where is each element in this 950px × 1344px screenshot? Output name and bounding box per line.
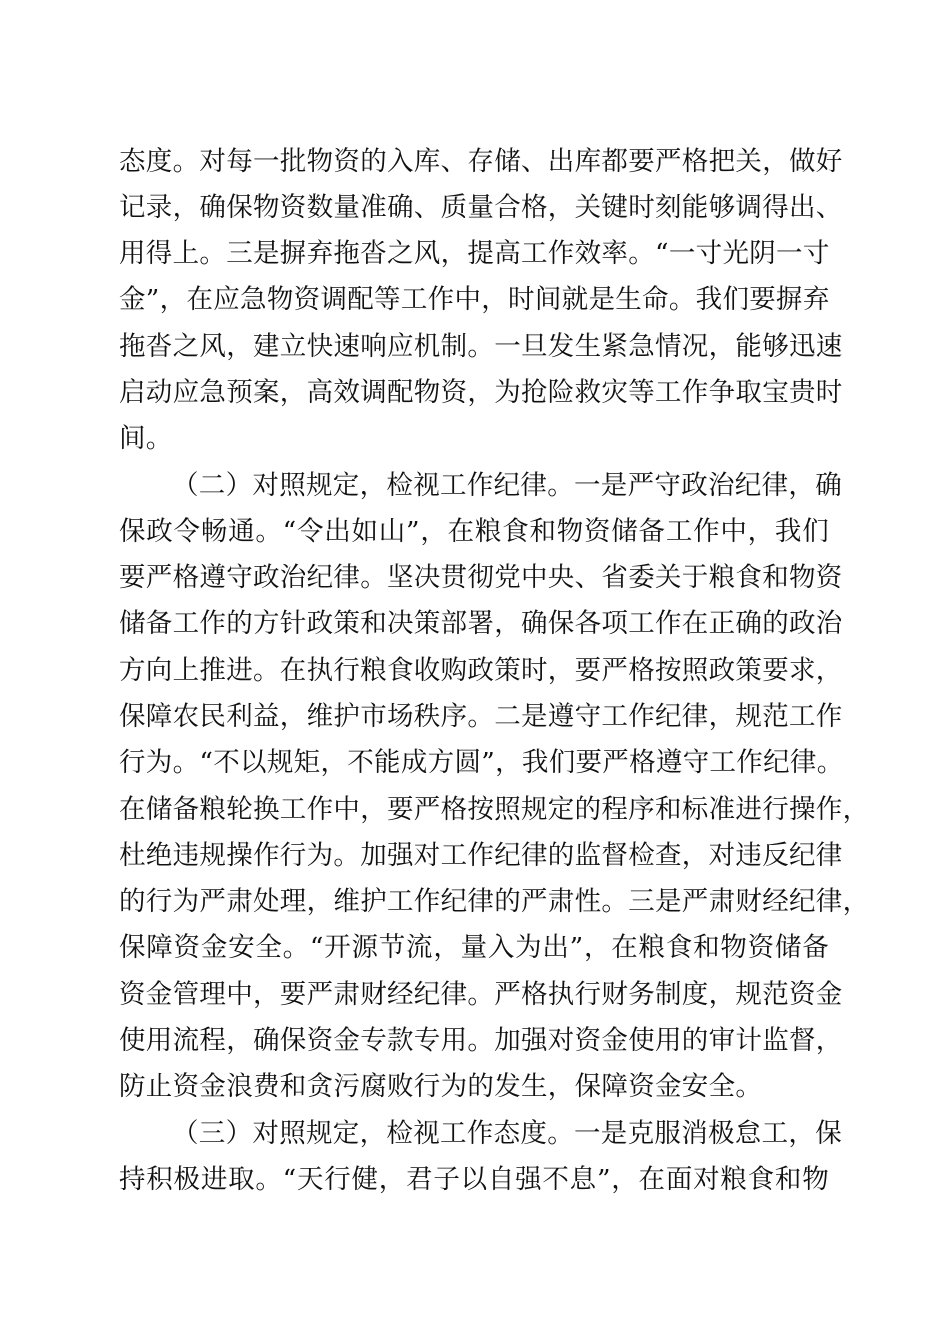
section-heading-line: （三）对照规定，检视工作态度。一是克服消极怠工，保 xyxy=(172,1118,842,1149)
text-line: 使用流程，确保资金专款专用。加强对资金使用的审计监督， xyxy=(119,1025,843,1056)
text-line: 记录，确保物资数量准确、质量合格，关键时刻能够调得出、 xyxy=(119,192,843,223)
text-line: 要严格遵守政治纪律。坚决贯彻党中央、省委关于粮食和物资 xyxy=(119,562,843,593)
text-line: 保政令畅通。“令出如山”，在粮食和物资储备工作中，我们 xyxy=(119,516,829,547)
text-line: 行为。“不以规矩，不能成方圆”，我们要严格遵守工作纪律。 xyxy=(119,747,844,778)
section-heading-line: （二）对照规定，检视工作纪律。一是严守政治纪律，确 xyxy=(172,470,842,501)
text-line: 在储备粮轮换工作中，要严格按照规定的程序和标准进行操作， xyxy=(119,794,870,825)
text-line: 保障农民利益，维护市场秩序。二是遵守工作纪律，规范工作 xyxy=(119,701,843,732)
text-line: 启动应急预案，高效调配物资，为抢险救灾等工作争取宝贵时 xyxy=(119,377,843,408)
text-line: 防止资金浪费和贪污腐败行为的发生，保障资金安全。 xyxy=(119,1071,763,1102)
text-line: 资金管理中，要严肃财经纪律。严格执行财务制度，规范资金 xyxy=(119,979,843,1010)
text-line: 的行为严肃处理，维护工作纪律的严肃性。三是严肃财经纪律， xyxy=(119,886,870,917)
text-line: 杜绝违规操作行为。加强对工作纪律的监督检查，对违反纪律 xyxy=(119,840,843,871)
text-line: 保障资金安全。“开源节流，量入为出”，在粮食和物资储备 xyxy=(119,932,829,963)
text-line: 持积极进取。“天行健，君子以自强不息”，在面对粮食和物 xyxy=(119,1164,829,1195)
text-line: 方向上推进。在执行粮食收购政策时，要严格按照政策要求， xyxy=(119,655,843,686)
text-line: 态度。对每一批物资的入库、存储、出库都要严格把关，做好 xyxy=(119,146,843,177)
text-line: 储备工作的方针政策和决策部署，确保各项工作在正确的政治 xyxy=(119,608,843,639)
text-line: 拖沓之风，建立快速响应机制。一旦发生紧急情况，能够迅速 xyxy=(119,331,843,362)
text-line: 间。 xyxy=(119,423,173,454)
text-line: 金”，在应急物资调配等工作中，时间就是生命。我们要摒弃 xyxy=(119,284,830,315)
text-line: 用得上。三是摒弃拖沓之风，提高工作效率。“一寸光阴一寸 xyxy=(119,238,830,269)
